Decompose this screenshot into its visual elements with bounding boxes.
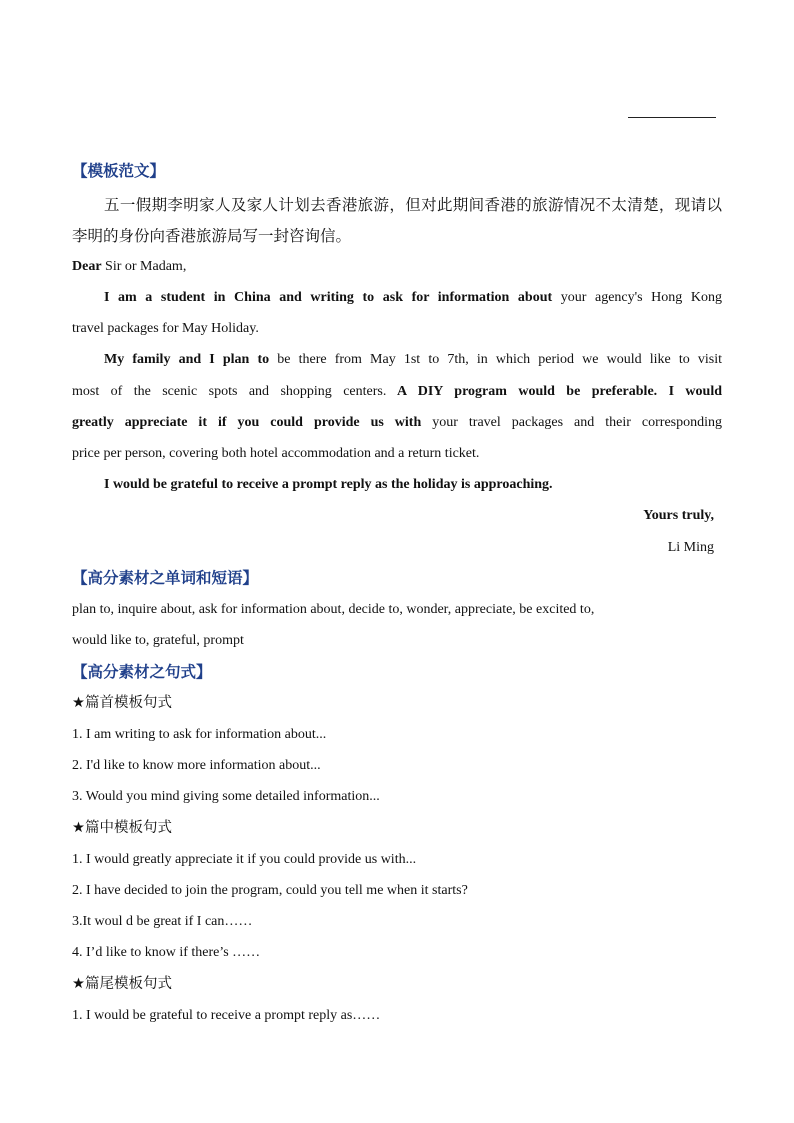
- words-line-1: plan to, inquire about, ask for information about, decide to, wonder, appreciate, be excited to,: [72, 602, 595, 617]
- p2-rest: be there from May 1st to 7th, in which period we would like to visit: [269, 352, 722, 367]
- prompt-line-2: 李明的身份向香港旅游局写一封咨询信。: [72, 227, 352, 245]
- list-item: 4. I’d like to know if there’s ……: [72, 945, 261, 960]
- section-title-sentences: 【高分素材之句式】: [72, 663, 212, 681]
- section-title-words: 【高分素材之单词和短语】: [72, 569, 259, 587]
- list-item: 1. I would be grateful to receive a prompt reply as……: [72, 1008, 381, 1023]
- p2-bold: My family and I plan to: [104, 352, 270, 367]
- p2-line3-bold: greatly appreciate it if you could provide us with: [72, 415, 422, 430]
- words-line-2: would like to, grateful, prompt: [72, 633, 244, 648]
- paragraph-1-line-1: [72, 288, 722, 308]
- list-item: 1. I am writing to ask for information about...: [72, 727, 327, 742]
- paragraph-2-line-2: [72, 382, 722, 402]
- paragraph-2-line-3: [72, 413, 722, 433]
- list-item: 1. I would greatly appreciate it if you could provide us with...: [72, 852, 417, 867]
- list-item: 3. Would you mind giving some detailed information...: [72, 789, 380, 804]
- section-title-template: 【模板范文】: [72, 162, 166, 180]
- p1-bold: I am a student in China and writing to ask for information about: [104, 290, 553, 305]
- p2-line2-a: most of the scenic spots and shopping centers.: [72, 384, 387, 399]
- list-item: 2. I have decided to join the program, could you tell me when it starts?: [72, 883, 468, 898]
- paragraph-3: I would be grateful to receive a prompt reply as the holiday is approaching.: [104, 477, 553, 492]
- prompt-line-1: 五一假期李明家人及家人计划去香港旅游，但对此期间香港的旅游情况不太清楚，现请以: [104, 196, 722, 214]
- p2-line3-rest: your travel packages and their corresponding: [421, 415, 722, 430]
- list-item: 2. I'd like to know more information about...: [72, 758, 321, 773]
- salutation-rest: Sir or Madam,: [101, 259, 187, 274]
- signature: Li Ming: [667, 540, 714, 555]
- middle-subtitle: ★篇中模板句式: [72, 820, 172, 836]
- list-item: 3.It woul d be great if I can……: [72, 914, 253, 929]
- salutation-bold: Dear: [72, 259, 102, 274]
- ending-subtitle: ★篇尾模板句式: [72, 976, 172, 992]
- p1-rest: your agency's Hong Kong: [552, 290, 722, 305]
- salutation: [72, 257, 722, 277]
- opening-subtitle: ★篇首模板句式: [72, 695, 172, 711]
- paragraph-1-line-2: travel packages for May Holiday.: [72, 321, 259, 336]
- blank-underline: [628, 117, 716, 118]
- paragraph-2-line-1: [72, 350, 722, 370]
- paragraph-2-line-4: price per person, covering both hotel accommodation and a return ticket.: [72, 446, 480, 461]
- p2-line2-bold: A DIY program would be preferable. I would: [386, 384, 723, 399]
- closing: Yours truly,: [643, 508, 714, 523]
